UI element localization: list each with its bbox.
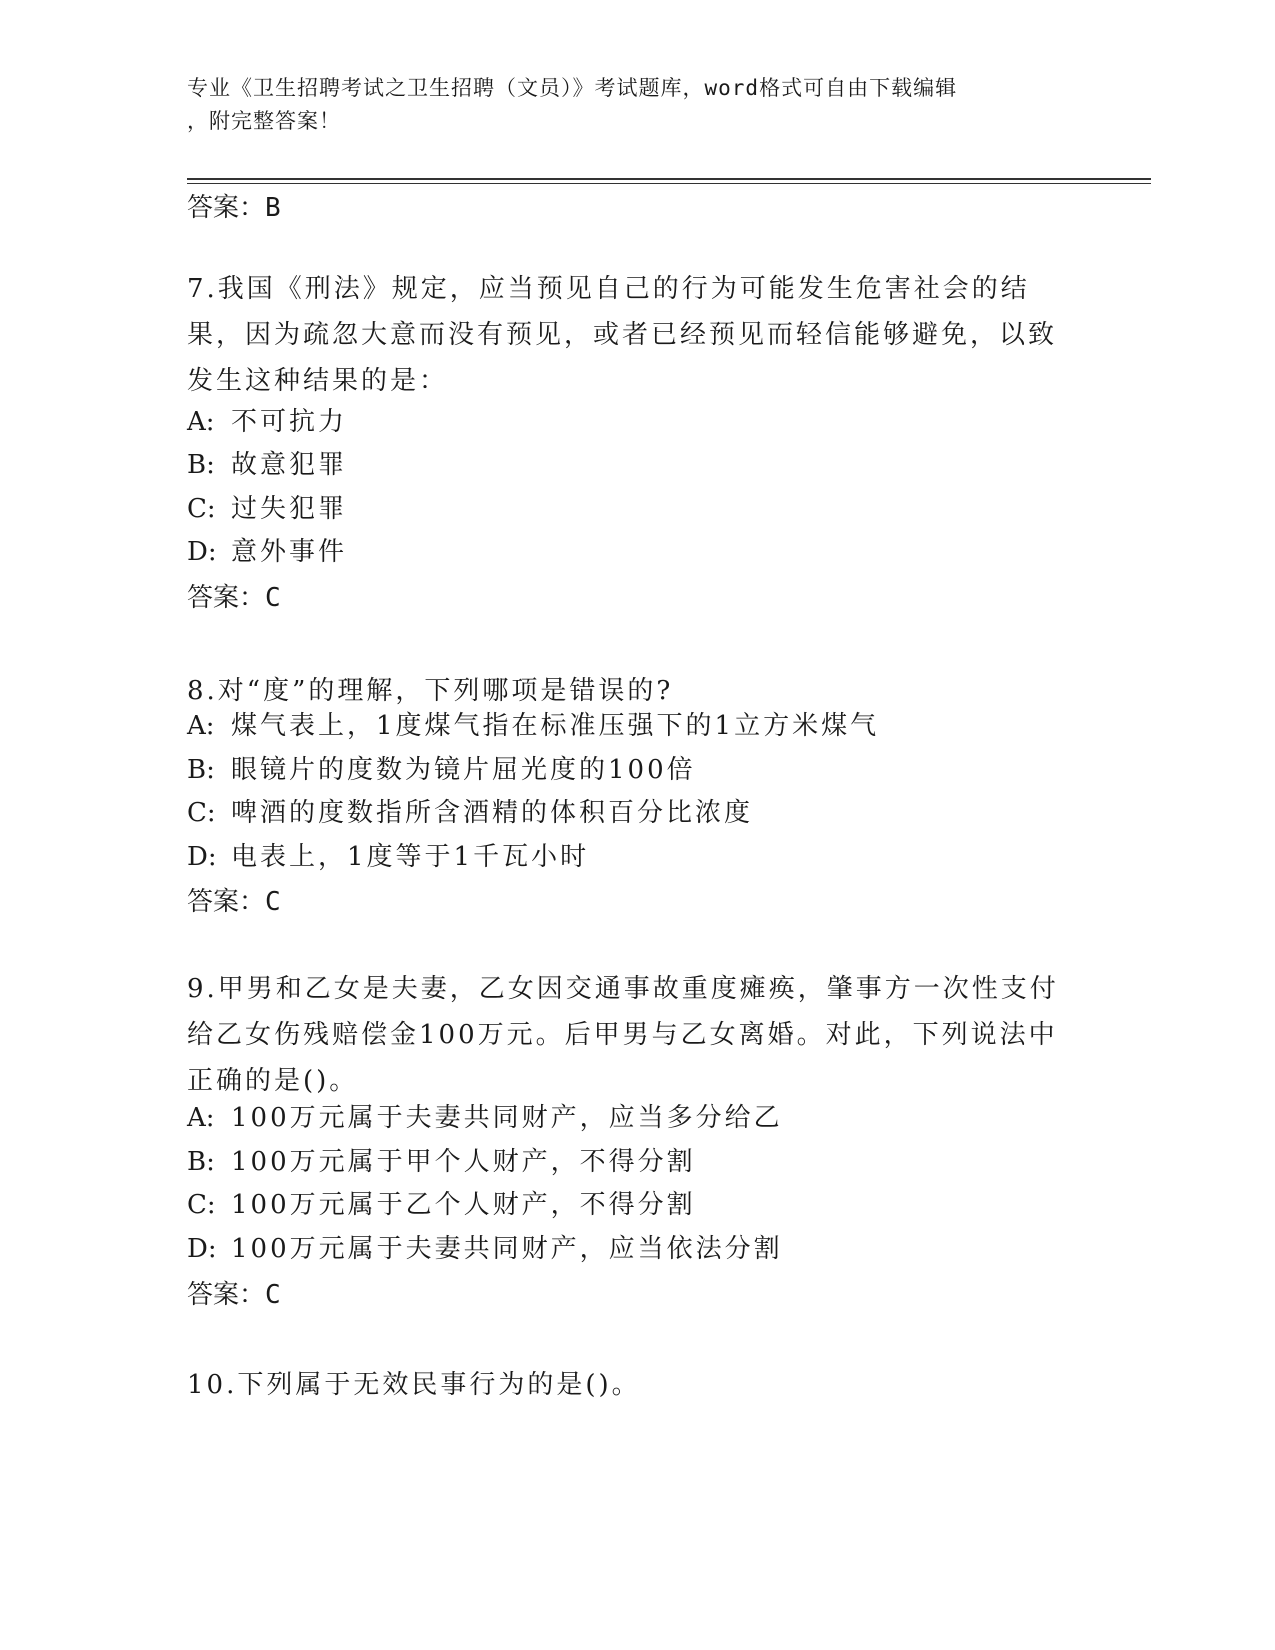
question-8-stem: 8.对“度”的理解，下列哪项是错误的? (187, 676, 674, 706)
answer-q9: 答案：C (187, 1280, 281, 1310)
question-7-option-d (187, 535, 347, 569)
option-letter: B: (187, 755, 215, 785)
question-10-stem: 10.下列属于无效民事行为的是()。 (187, 1370, 641, 1400)
option-text: 电表上，1度等于1千瓦小时 (231, 842, 590, 872)
option-letter: B: (187, 450, 215, 480)
answer-q8: 答案：C (187, 887, 281, 917)
option-letter: D: (187, 1234, 217, 1264)
option-text: 啤酒的度数指所含酒精的体积百分比浓度 (231, 798, 754, 828)
header-divider (187, 178, 1151, 180)
question-8-option-a (187, 709, 879, 743)
option-letter: C: (187, 1190, 216, 1220)
option-text: 故意犯罪 (231, 450, 348, 480)
option-text: 100万元属于夫妻共同财产，应当多分给乙 (231, 1103, 783, 1133)
option-text: 不可抗力 (231, 407, 348, 437)
document-header (187, 72, 1087, 138)
option-letter: A: (187, 711, 215, 741)
option-letter: A: (187, 407, 215, 437)
question-9-option-a (187, 1101, 783, 1135)
question-9-stem: 9.甲男和乙女是夫妻，乙女因交通事故重度瘫痪，肇事方一次性支付给乙女伤残赔偿金100万元。后甲男与乙女离婚。对此，下列说法中正确的是()。 (187, 974, 1059, 1096)
question-7-option-a (187, 405, 347, 439)
option-letter: C: (187, 494, 216, 524)
question-7-stem: 7.我国《刑法》规定，应当预见自己的行为可能发生危害社会的结果，因为疏忽大意而没有预见，或者已经预见而轻信能够避免，以致发生这种结果的是： (187, 274, 1058, 396)
header-line-2: ，附完整答案！ (187, 109, 341, 133)
question-8-option-d (187, 840, 589, 874)
option-letter: B: (187, 1147, 215, 1177)
answer-q6: 答案：B (187, 193, 281, 223)
option-text: 意外事件 (231, 537, 348, 567)
header-line-1: 专业《卫生招聘考试之卫生招聘（文员）》考试题库，word格式可自由下载编辑 (187, 76, 958, 100)
option-text: 100万元属于乙个人财产，不得分割 (231, 1190, 696, 1220)
answer-q7: 答案：C (187, 583, 281, 613)
option-letter: C: (187, 798, 216, 828)
question-8-option-c (187, 796, 753, 830)
question-9-option-c (187, 1188, 696, 1222)
option-text: 煤气表上，1度煤气指在标准压强下的1立方米煤气 (231, 711, 880, 741)
question-7-option-c (187, 492, 347, 526)
question-9-option-b (187, 1145, 696, 1179)
question-9-option-d (187, 1232, 783, 1266)
header-divider-thin (187, 183, 1151, 184)
option-text: 100万元属于甲个人财产，不得分割 (231, 1147, 696, 1177)
option-text: 100万元属于夫妻共同财产，应当依法分割 (231, 1234, 783, 1264)
option-text: 过失犯罪 (231, 494, 348, 524)
question-7-option-b (187, 448, 347, 482)
question-8-option-b (187, 753, 696, 787)
option-letter: D: (187, 537, 217, 567)
option-letter: A: (187, 1103, 215, 1133)
option-text: 眼镜片的度数为镜片屈光度的100倍 (231, 755, 696, 785)
option-letter: D: (187, 842, 217, 872)
